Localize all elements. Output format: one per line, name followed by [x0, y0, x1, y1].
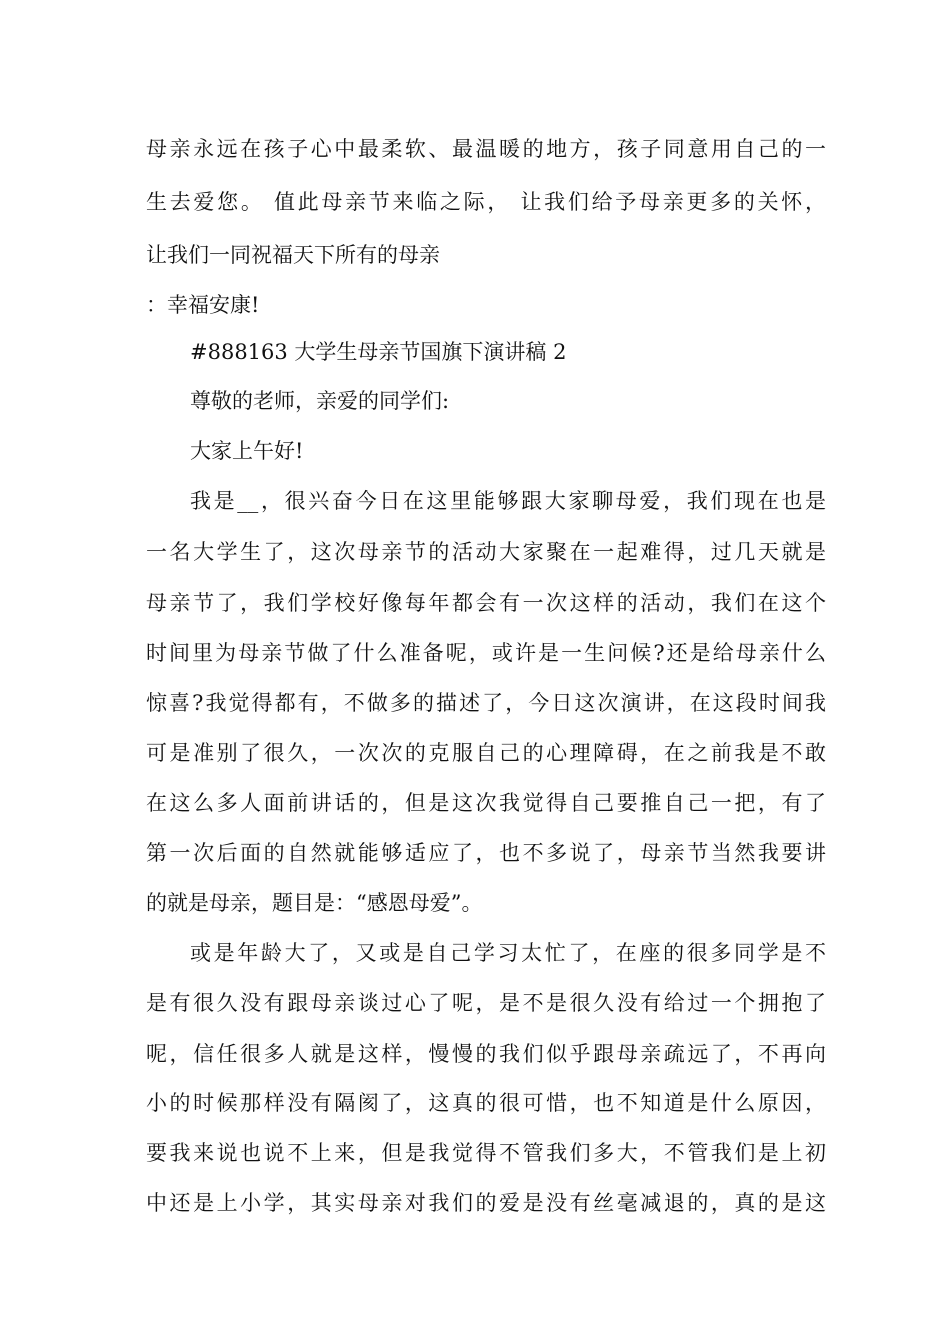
salutation: 尊敬的老师，亲爱的同学们:	[190, 389, 450, 413]
greeting: 大家上午好!	[190, 439, 304, 463]
paragraph-1-line-8: 第一次后面的自然就能够适应了，也不多说了，母亲节当然我要讲	[146, 841, 826, 865]
paragraph-1-line-7: 在这么多人面前讲话的，但是这次我觉得自己要推自己一把，有了	[146, 791, 826, 815]
text-line-4: ：幸福安康!	[146, 293, 260, 317]
paragraph-2-line-4: 小的时候那样没有隔阂了，这真的很可惜，也不知道是什么原因，	[146, 1091, 826, 1115]
paragraph-1-line-3: 母亲节了，我们学校好像每年都会有一次这样的活动，我们在这个	[146, 591, 826, 615]
paragraph-1-line-5: 惊喜?我觉得都有，不做多的描述了，今日这次演讲，在这段时间我	[146, 691, 826, 715]
paragraph-2-line-5: 要我来说也说不上来，但是我觉得不管我们多大，不管我们是上初	[146, 1141, 826, 1165]
text-line-3: 让我们一同祝福天下所有的母亲	[146, 243, 440, 267]
section-heading: #888163 大学生母亲节国旗下演讲稿 2	[190, 340, 567, 364]
text-line-1: 母亲永远在孩子心中最柔软、最温暖的地方，孩子同意用自己的一	[146, 137, 826, 161]
paragraph-1-line-1: 我是__，很兴奋今日在这里能够跟大家聊母爱，我们现在也是	[190, 489, 826, 513]
paragraph-2-line-6: 中还是上小学，其实母亲对我们的爱是没有丝毫减退的，真的是这	[146, 1191, 826, 1215]
paragraph-2-line-2: 是有很久没有跟母亲谈过心了呢，是不是很久没有给过一个拥抱了	[146, 991, 826, 1015]
paragraph-1-line-9: 的就是母亲，题目是：“感恩母爱”。	[146, 891, 483, 915]
paragraph-1-line-2: 一名大学生了，这次母亲节的活动大家聚在一起难得，过几天就是	[146, 540, 826, 564]
paragraph-2-line-1: 或是年龄大了，又或是自己学习太忙了，在座的很多同学是不	[190, 941, 826, 965]
text-line-2: 生去爱您。 值此母亲节来临之际， 让我们给予母亲更多的关怀，	[146, 190, 826, 214]
paragraph-1-line-6: 可是准别了很久，一次次的克服自己的心理障碍，在之前我是不敢	[146, 741, 826, 765]
paragraph-2-line-3: 呢，信任很多人就是这样，慢慢的我们似乎跟母亲疏远了，不再向	[146, 1042, 826, 1066]
paragraph-1-line-4: 时间里为母亲节做了什么准备呢，或许是一生问候?还是给母亲什么	[146, 641, 826, 665]
